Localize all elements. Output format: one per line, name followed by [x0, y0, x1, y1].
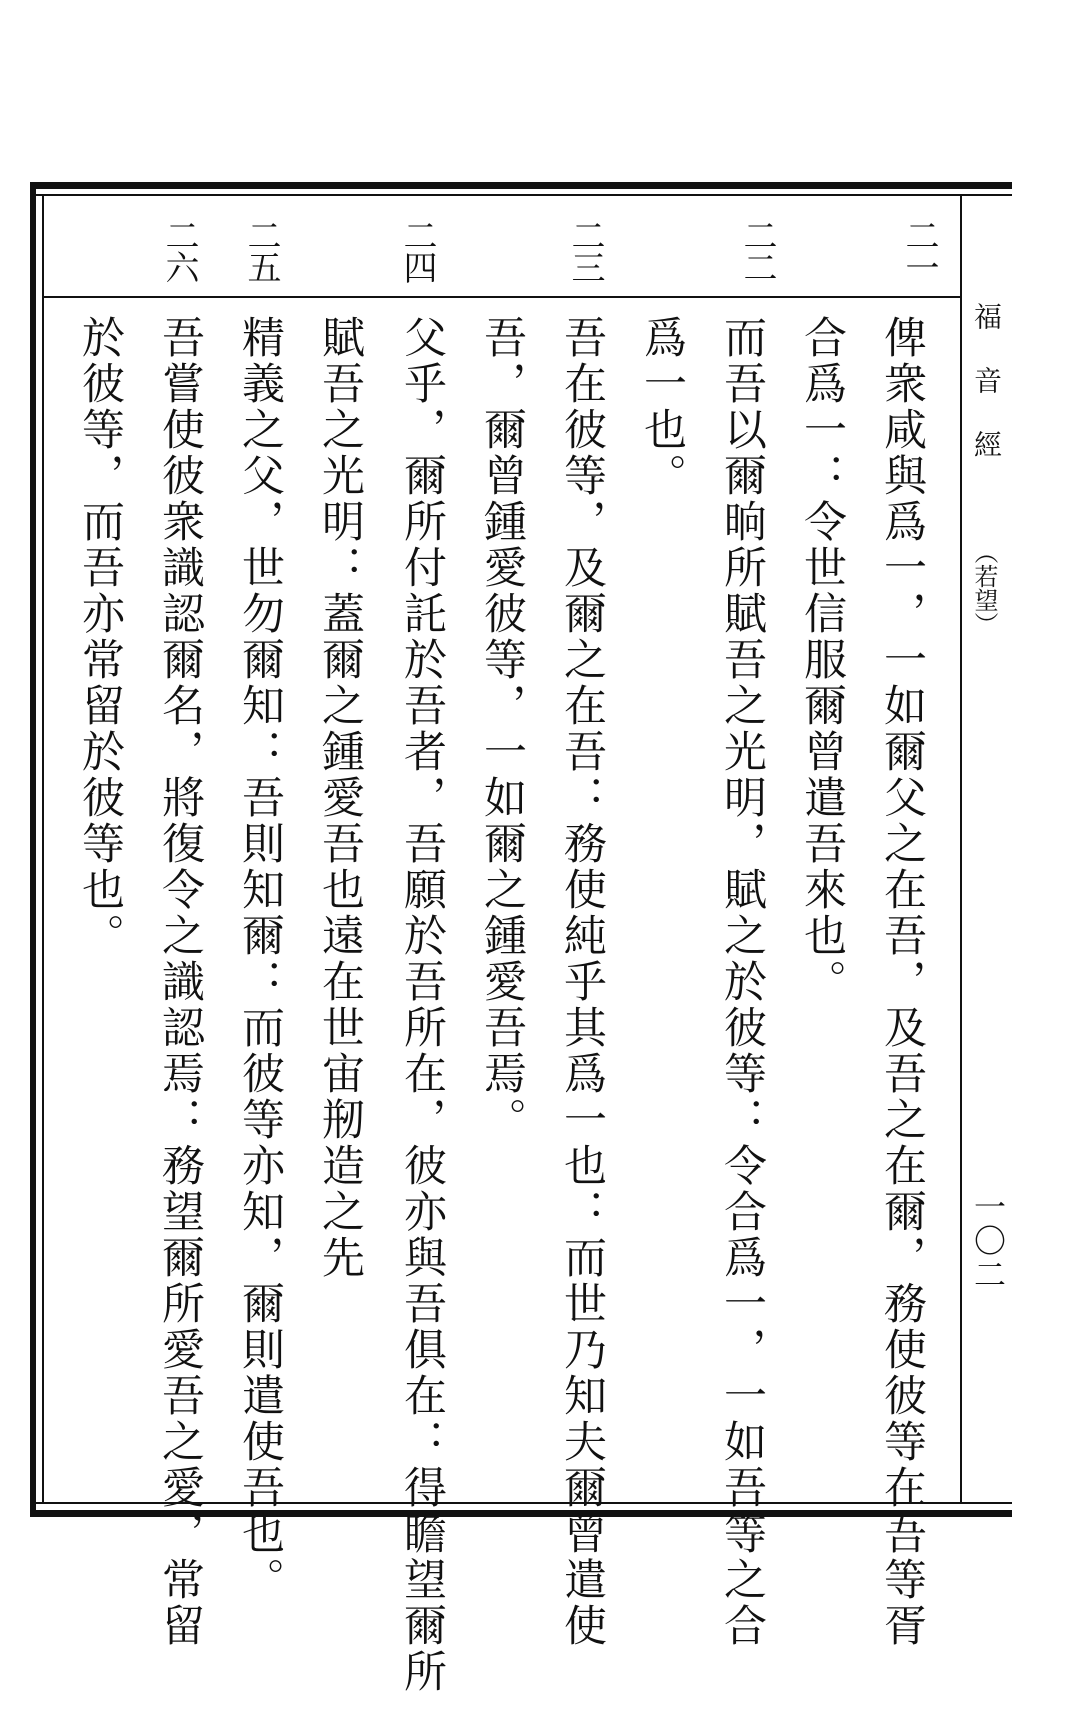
text-column: 爲一也。 [637, 315, 687, 499]
text-column: 吾嘗使彼衆識認爾名，將復令之識認焉：務望爾所愛吾之愛，常留 [155, 315, 205, 1649]
frame-top-inner-rule [30, 194, 1012, 196]
frame-top-rule [30, 182, 1012, 189]
book-subtitle: （若望） [970, 540, 998, 636]
text-column: 合爲一：令世信服爾曾遣吾來也。 [797, 315, 847, 1005]
verse-number: 二一 [899, 218, 939, 282]
text-column: 吾在彼等，及爾之在吾：務使純乎其爲一也：而世乃知夫爾曾遣使 [557, 315, 607, 1649]
frame-left-rule [30, 182, 36, 1517]
book-title: 福音經 [970, 302, 1003, 494]
verse-number: 二六 [159, 218, 199, 282]
text-column: 賦吾之光明：蓋爾之鍾愛吾也遠在世宙剏造之先 [315, 315, 365, 1281]
text-column: 精義之父，世勿爾知：吾則知爾：而彼等亦知，爾則遣使吾也。 [235, 315, 285, 1603]
frame-left-inner-rule [42, 194, 44, 1504]
text-column: 於彼等，而吾亦常留於彼等也。 [75, 315, 125, 959]
verse-number: 二三 [565, 218, 605, 282]
text-column: 吾，爾曾鍾愛彼等，一如爾之鍾愛吾焉。 [477, 315, 527, 1143]
frame-right-rule [960, 194, 962, 1504]
verse-number: 二二 [737, 218, 777, 282]
text-column: 而吾以爾晌所賦吾之光明，賦之於彼等：令合爲一，一如吾等之合 [717, 315, 767, 1649]
text-column: 父乎，爾所付託於吾者，吾願於吾所在，彼亦與吾俱在：得瞻望爾所 [397, 315, 447, 1695]
text-column: 俾衆咸與爲一，一如爾父之在吾，及吾之在爾，務使彼等在吾等胥 [877, 315, 927, 1649]
verse-number-separator [44, 296, 960, 298]
verse-number: 二四 [397, 218, 437, 282]
verse-number: 二五 [241, 218, 281, 282]
page-number: 一〇二 [969, 1190, 1007, 1292]
